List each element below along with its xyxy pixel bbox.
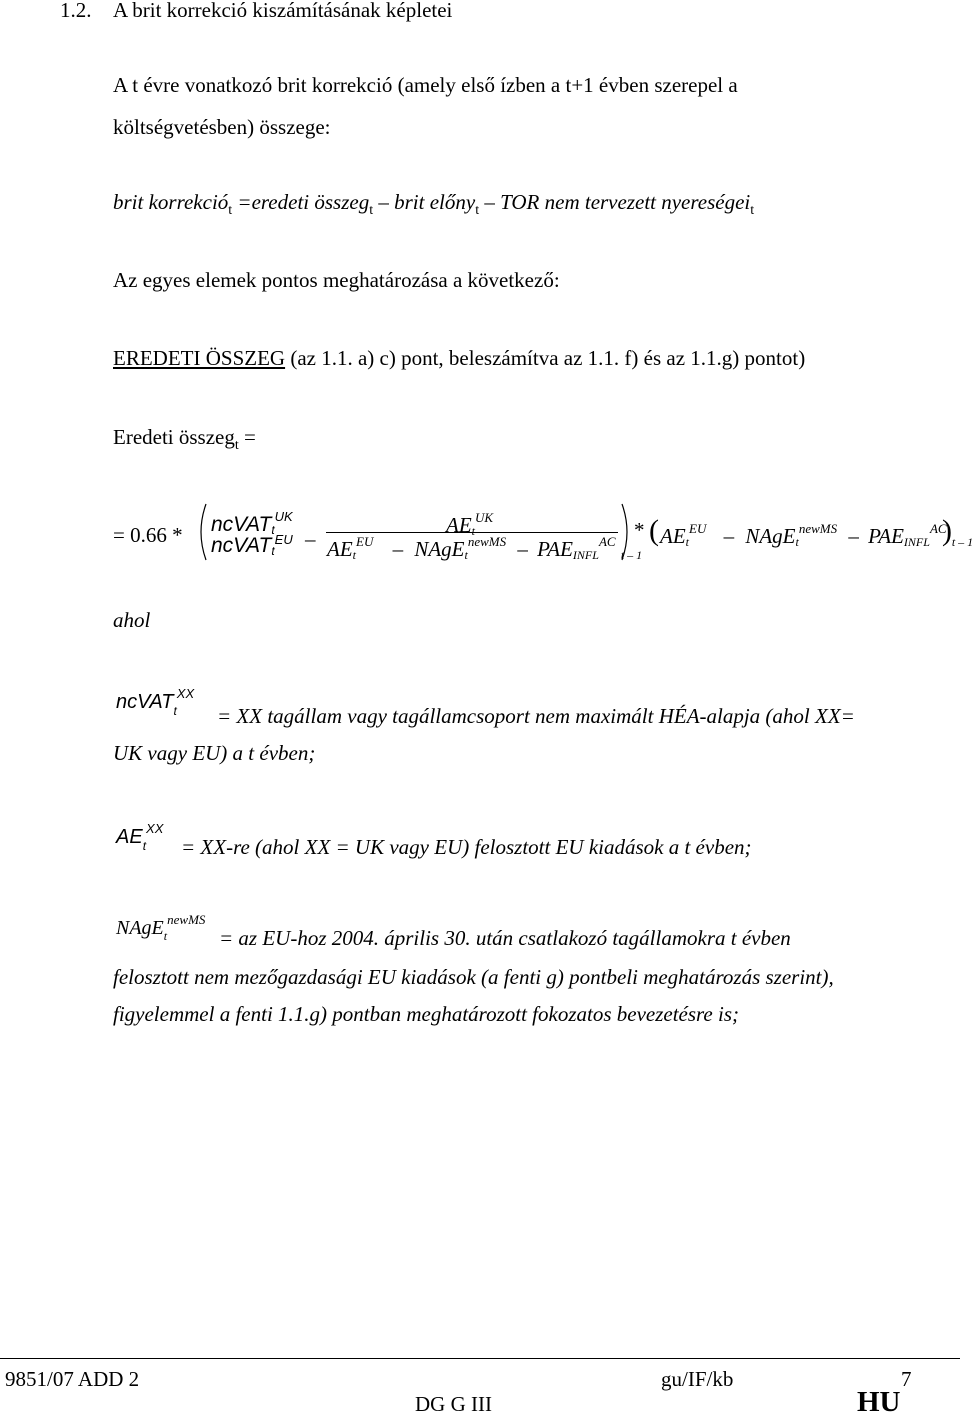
section-title: A brit korrekció kiszámításának képletei bbox=[113, 0, 453, 22]
second-rparen: ) bbox=[942, 514, 952, 547]
def-nage-text-1: = az EU-hoz 2004. április 30. után csatlakozó tagállamokra t évben bbox=[219, 926, 791, 950]
def-ncvat-symbol: ncVAT$_t^{XX}$ bbox=[116, 686, 195, 718]
footer-lang: HU bbox=[857, 1386, 901, 1418]
def-ncvat-text-1: = XX tagállam vagy tagállamcsoport nem maximált HÉA-alapja (ahol XX= bbox=[217, 704, 855, 728]
intro-line-1: A t évre vonatkozó brit korrekció (amely első ízben a t+1 évben szerepel a bbox=[113, 73, 738, 97]
left-paren bbox=[194, 502, 208, 562]
def-nage-text-3: figyelemmel a fenti 1.1.g) pontban meghatározott fokozatos bevezetésre is; bbox=[113, 1002, 739, 1026]
elements-intro: Az egyes elemek pontos meghatározása a következő: bbox=[113, 268, 560, 292]
def-ae-symbol: $AE_t^{XX}$ bbox=[116, 821, 164, 853]
intro-line-2: költségvetésben) összege: bbox=[113, 115, 331, 139]
right-paren bbox=[620, 502, 634, 562]
fraction-bar bbox=[326, 532, 618, 533]
footer-dg: DG G III bbox=[415, 1392, 492, 1416]
eredeti-heading-line bbox=[113, 346, 805, 371]
def-ncvat-text-2: UK vagy EU) a t évben; bbox=[113, 741, 316, 765]
formula-lead: = 0.66 * bbox=[113, 523, 183, 547]
second-term: AEt$^{EU}$ – NAgEt$^{newMS}$ – $PAEINFL^{AC}$ t – 1 bbox=[660, 521, 973, 549]
footer-page-number: 7 bbox=[901, 1367, 912, 1391]
frac-numerator: AEt$^{UK}$ bbox=[446, 510, 494, 538]
ncvat-uk: ncVATt$^{UK}$ bbox=[211, 509, 293, 537]
eredeti-note: (az 1.1. a) c) pont, beleszámítva az 1.1. f) és az 1.1.g) pontot) bbox=[285, 346, 806, 370]
def-nage-symbol: NAgE$_t^{newMS}$ bbox=[116, 912, 206, 943]
eredeti-heading: EREDETI ÖSSZEG bbox=[113, 346, 286, 370]
frac-denominator: AEt$^{EU}$ – NAgEt$^{newMS}$ – $PAEINFL^{AC}$ t – 1 bbox=[327, 534, 643, 562]
def-ae-text: = XX-re (ahol XX = UK vagy EU) felosztott EU kiadások a t évben; bbox=[181, 835, 752, 859]
star: * bbox=[634, 518, 645, 542]
footer-doc-ref: 9851/07 ADD 2 bbox=[5, 1367, 140, 1391]
ahol: ahol bbox=[113, 608, 151, 632]
ncvat-eu: ncVATt$^{EU}$ bbox=[211, 532, 293, 558]
main-formula: brit korrekció$_t$ =eredeti összeg$_t$ – brit előny$_t$ – TOR nem tervezett nyereségei$_t$ bbox=[113, 190, 755, 218]
minus-1: – bbox=[305, 527, 316, 551]
def-nage-text-2: felosztott nem mezőgazdasági EU kiadások (a fenti g) pontbeli meghatározás szerint), bbox=[113, 965, 834, 989]
footer-initials: gu/IF/kb bbox=[661, 1367, 734, 1391]
section-number: 1.2. bbox=[60, 0, 92, 22]
second-lparen: ( bbox=[649, 514, 659, 547]
footer-rule bbox=[0, 1358, 960, 1359]
eredeti-osszeg-line: Eredeti összeg$_t$ = bbox=[113, 425, 256, 453]
